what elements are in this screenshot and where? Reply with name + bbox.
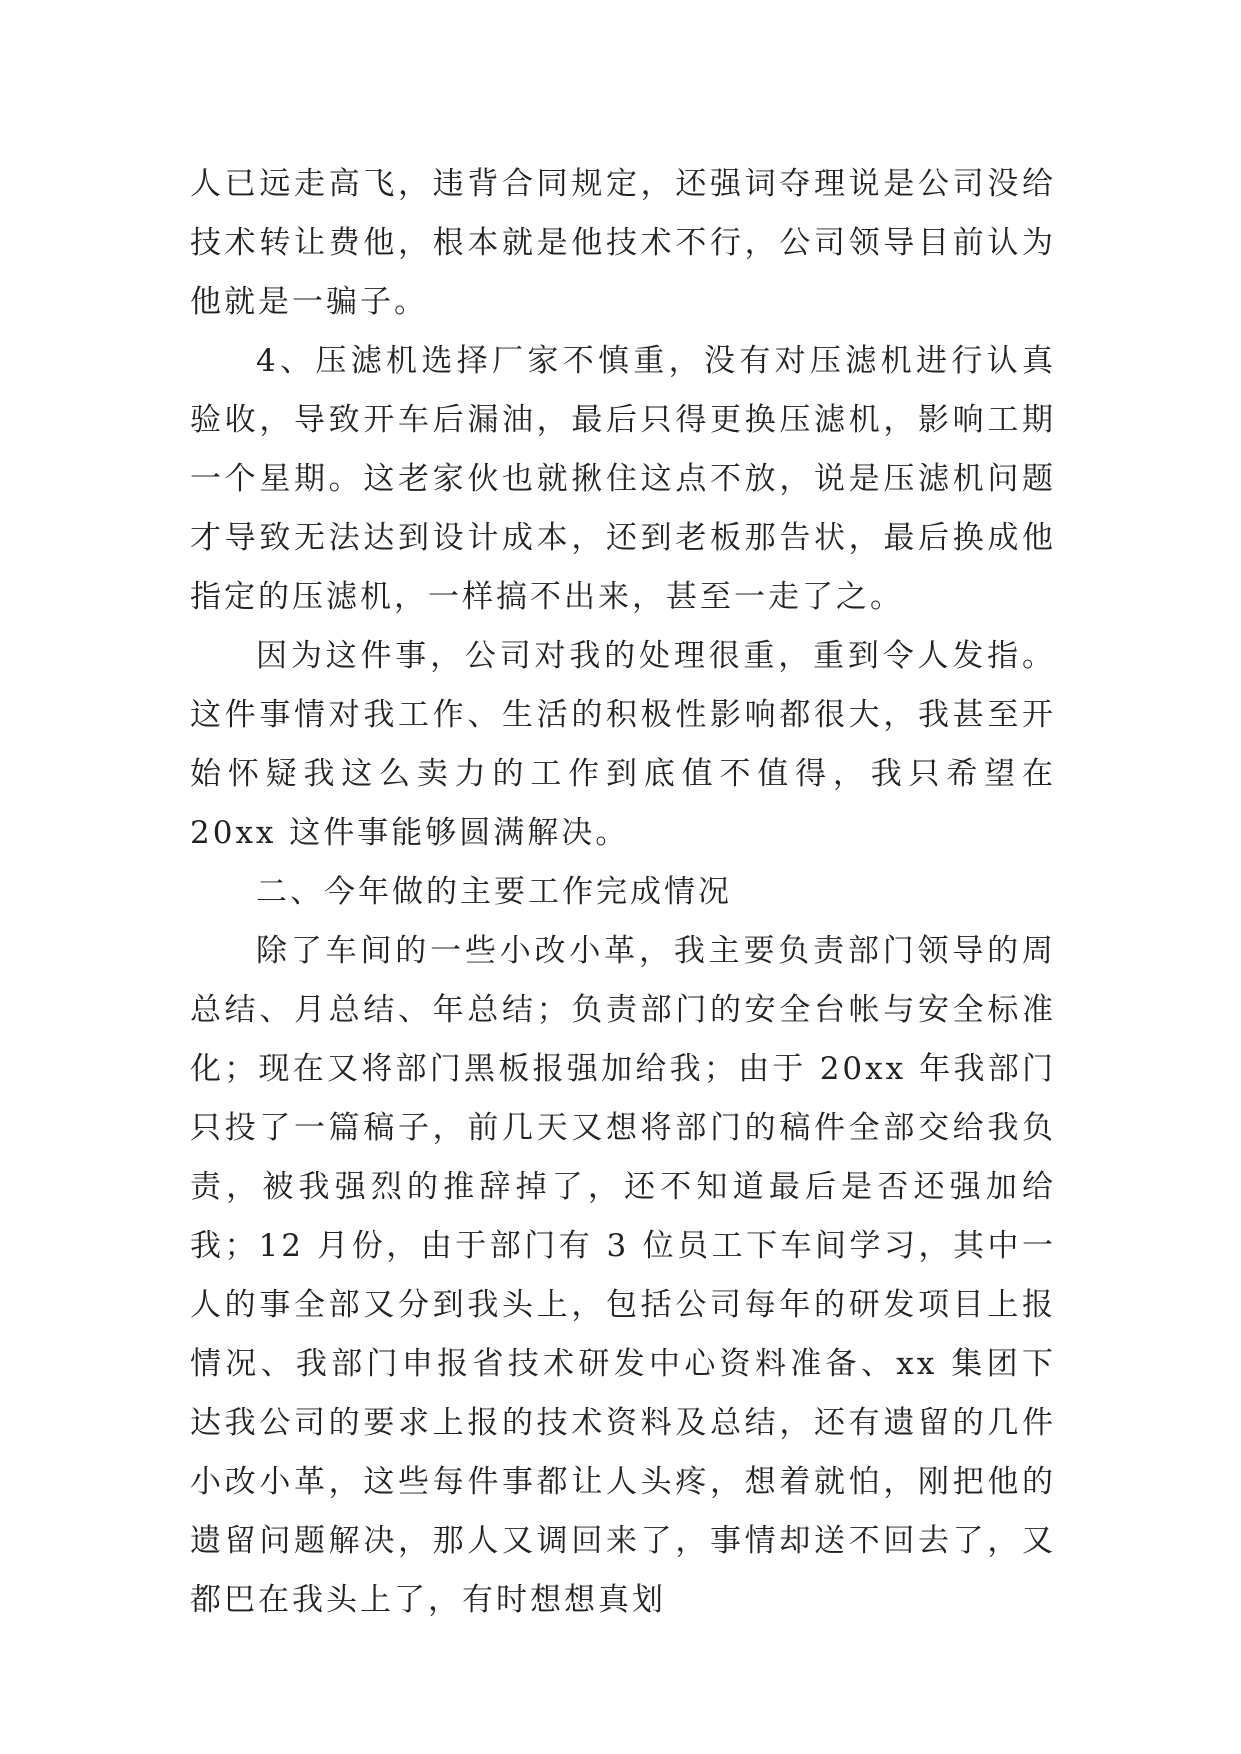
paragraph-item-4: 4、压滤机选择厂家不慎重，没有对压滤机进行认真验收，导致开车后漏油，最后只得更换压滤机，影响工期一个星期。这老家伙也就揪住这点不放，说是压滤机问题才导致无法达到设计成本，还到老板那告状，最后换成他指定的压滤机，一样搞不出来，甚至一走了之。 [190, 343, 1056, 615]
body-text [190, 155, 1056, 1630]
paragraph-continuation: 人已远走高飞，违背合同规定，还强词夺理说是公司没给技术转让费他，根本就是他技术不行，公司领导目前认为他就是一骗子。 [190, 166, 1056, 320]
paragraph-reflection: 因为这件事，公司对我的处理很重，重到令人发指。这件事情对我工作、生活的积极性影响都很大，我甚至开始怀疑我这么卖力的工作到底值不值得，我只希望在 20xx 这件事能够圆满解决。 [190, 638, 1056, 851]
section-heading: 二、今年做的主要工作完成情况 [256, 874, 732, 910]
paragraph-work-summary: 除了车间的一些小改小革，我主要负责部门领导的周总结、月总结、年总结；负责部门的安全台帐与安全标准化；现在又将部门黑板报强加给我；由于 20xx 年我部门只投了一篇稿子，前几天又想将部门的稿件全部交给我负责，被我强烈的推辞掉了，还不知道最后是否还强加给我；12 月份，由于部门有 3 位员工下车间学习，其中一人的事全部又分到我头上，包括公司每年的研发项目上报情况、我部门申报省技术研发中心资料准备、xx 集团下达我公司的要求上报的技术资料及总结，还有遗留的几件小改小革，这些每件事都让人头疼，想着就怕，刚把他的遗留问题解决，那人又调回来了，事情却送不回去了，又都巴在我头上了，有时想想真划 [190, 933, 1056, 1618]
